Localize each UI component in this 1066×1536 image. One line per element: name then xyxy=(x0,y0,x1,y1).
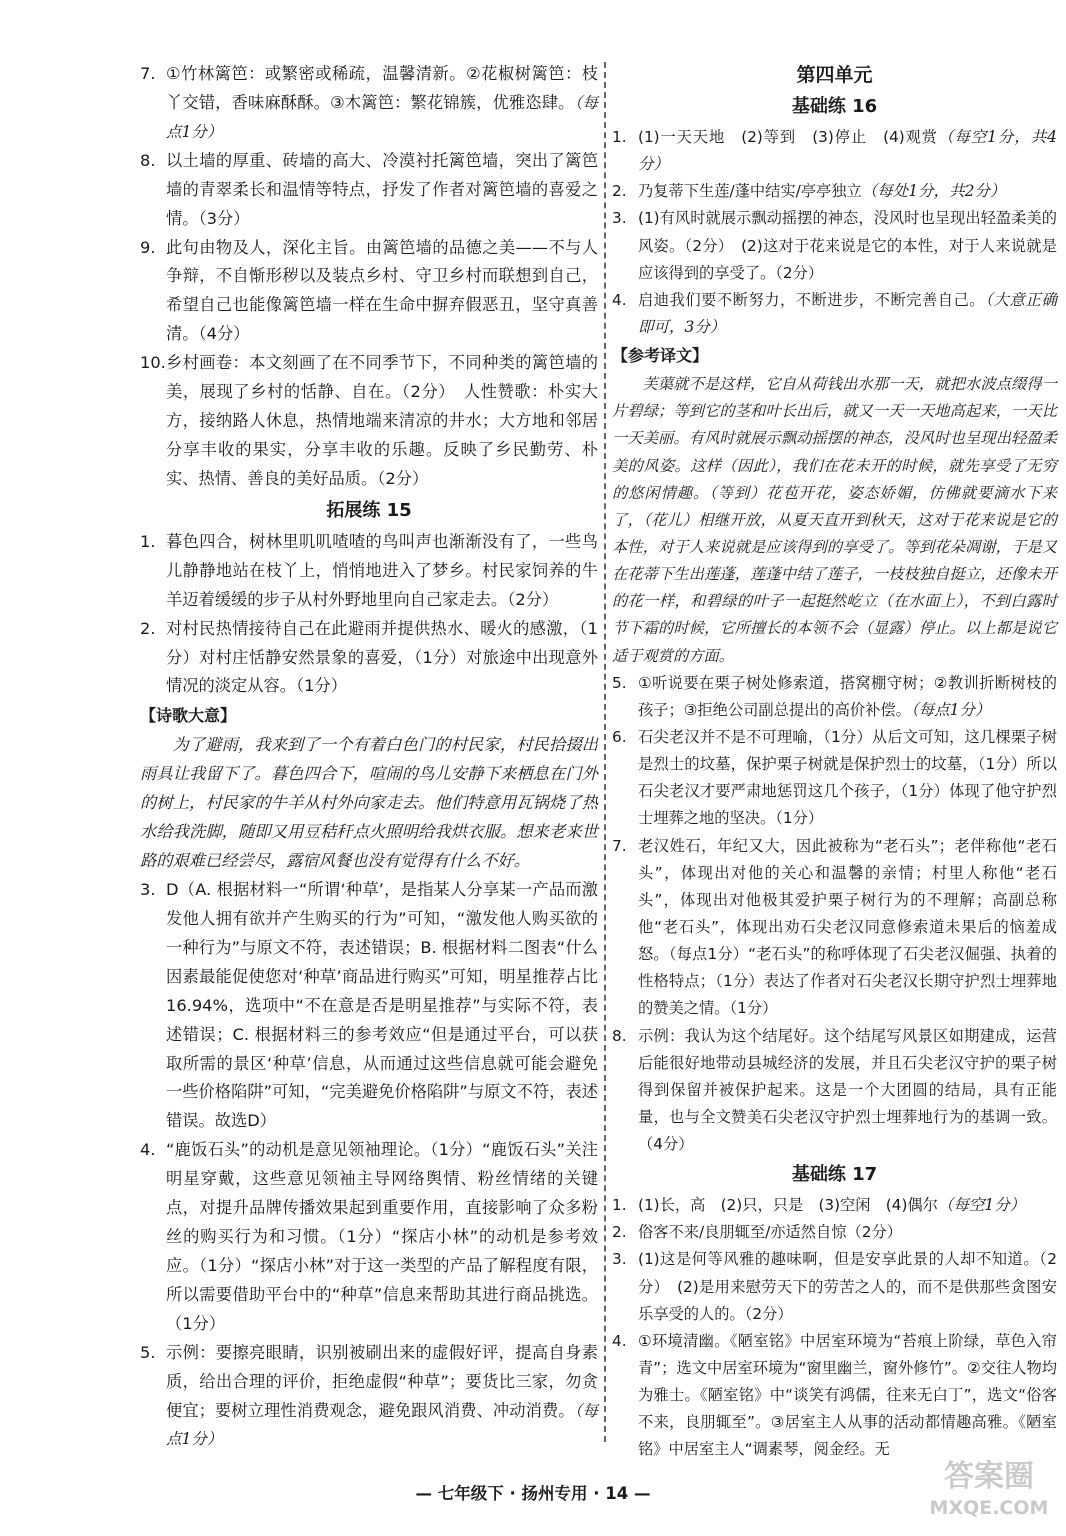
answer-number: 9. xyxy=(140,237,156,257)
answer-item xyxy=(140,1136,598,1338)
answer-number: 2. xyxy=(612,182,627,201)
answer-number: 1. xyxy=(140,531,156,551)
answer-text: ①竹林篱笆：或繁密或稀疏，温馨清新。②花椒树篱笆：枝丫交错，香味麻酥酥。③木篱笆：繁花锦簇，优雅恣肆。 xyxy=(166,64,598,112)
answer-number: 4. xyxy=(612,290,627,309)
answer-text: 老汉姓石，年纪又大，因此被称为“老石头”；老伴称他“老石头”，体现出对他的关心和温馨的亲情；村里人称他“老石头”，体现出对他极其爱护栗子树行为的不理解；高副总称他“老石头”，体现出劝石尖老汉同意修索道未果后的恼羞成怒。（每点1分）“老石头”的称呼体现了石尖老汉倔强、执着的性格特点；（1分）表达了作者对石尖老汉长期守护烈士埋葬地的赞美之情。（1分） xyxy=(638,836,1057,1018)
answer-item xyxy=(612,1192,1057,1219)
answer-text: 俗客不来/良朋辄至/亦适然自惊（2分） xyxy=(638,1223,902,1242)
answer-item xyxy=(612,670,1057,724)
watermark-line-2: MXQE.COM xyxy=(929,1497,1049,1519)
answer-item xyxy=(612,1328,1057,1464)
answer-list-left-b xyxy=(140,528,598,702)
answer-text: 此句由物及人，深化主旨。由篱笆墙的品德之美——不与人争辩，不自惭形秽以及装点乡村、守卫乡村而联想到自己，希望自己也能像篱笆墙一样在生命中摒弃假恶丑，坚守真善清。（4分） xyxy=(166,237,598,344)
reference-translation-tag: 【参考译文】 xyxy=(612,346,709,366)
answer-item xyxy=(612,833,1057,1023)
answer-number: 7. xyxy=(612,836,627,855)
answer-text: 启迪我们要不断努力，不断进步，不断完善自己。 xyxy=(638,290,986,309)
section-heading-jichu-17: 基础练 17 xyxy=(791,1164,878,1186)
answer-item xyxy=(140,615,598,702)
answer-item xyxy=(140,234,598,350)
answer-text: 乃复蒂下生莲/蓬中结实/亭亭独立 xyxy=(638,182,862,201)
answer-number: 8. xyxy=(612,1026,627,1045)
answer-list-right-b xyxy=(612,670,1057,1159)
column-divider xyxy=(604,62,606,1442)
answer-item xyxy=(140,876,598,1136)
answer-item xyxy=(612,205,1057,286)
score-note: （每点1分） xyxy=(166,93,598,141)
answer-number: 5. xyxy=(140,1342,156,1362)
answer-number: 7. xyxy=(140,64,156,83)
answer-number: 3. xyxy=(140,879,156,899)
score-note: （大意正确即可，3分） xyxy=(638,290,1057,336)
answer-text: (1)长，高 (2)只，只是 (3)空闲 (4)偶尔 xyxy=(638,1196,938,1215)
right-column xyxy=(612,60,1057,1464)
answer-list-left-a xyxy=(140,60,598,494)
poem-meaning-text: 为了避雨，我来到了一个有着白色门的村民家，村民拾掇出雨具让我留下了。暮色四合下，喧闹的鸟儿安静下来栖息在门外的树上，村民家的牛羊从村外向家走去。他们特意用瓦锅烧了热水给我洗脚，随即又用豆秸秆点火照明给我烘衣服。想来老来世路的艰难已经尝尽，露宿风餐也没有觉得有什么不好。 xyxy=(140,735,598,871)
answer-list-right-a xyxy=(612,124,1057,341)
answer-item xyxy=(612,287,1057,341)
answer-number: 3. xyxy=(612,1250,627,1269)
answer-text: 石尖老汉并不是不可理喻，（1分）从后文可知，这几棵栗子树是烈士的坟墓，保护栗子树就是保护烈士的坟墓，（1分）所以石尖老汉才要严肃地惩罚这几个孩子，（1分）体现了他守护烈士埋葬之地的坚决。（1分） xyxy=(638,727,1057,828)
answer-item xyxy=(612,1219,1057,1246)
unit-title: 第四单元 xyxy=(796,64,873,86)
poem-meaning-tag: 【诗歌大意】 xyxy=(140,706,237,726)
answer-text: ①听说要在栗子树处修索道，搭窝棚守树；②教训折断树枝的孩子；③拒绝公司副总提出的高价补偿。 xyxy=(638,673,1057,719)
answer-number: 10. xyxy=(140,353,166,373)
answer-text: (1)有风时就展示飘动摇摆的神态，没风时也呈现出轻盈柔美的风姿。（2分） (2)这对于花来说是它的本性，对于人来说就是应该得到的享受了。（2分） xyxy=(638,209,1057,282)
answer-item xyxy=(140,60,598,147)
answer-number: 1. xyxy=(612,1196,627,1215)
answer-text: 示例：要擦亮眼睛，识别被刷出来的虚假好评，提高自身素质，给出合理的评价，拒绝虚假“种草”；要货比三家，勿贪便宜；要树立理性消费观念，避免跟风消费、冲动消费。 xyxy=(166,1342,598,1420)
answer-text: 对村民热情接待自己在此避雨并提供热水、暖火的感激，（1分）对村庄恬静安然景象的喜爱，（1分）对旅途中出现意外情况的淡定从容。（1分） xyxy=(166,618,598,696)
answer-text: 示例：我认为这个结尾好。这个结尾写风景区如期建成，运营后能很好地带动县城经济的发展，并且石尖老汉守护的栗子树得到保留并被保护起来。这是一个大团圆的结局，具有正能量，也与全文赞美石尖老汉守护烈士埋葬地行为的基调一致。（4分） xyxy=(638,1026,1057,1154)
answer-number: 2. xyxy=(612,1223,627,1242)
answer-item xyxy=(612,1246,1057,1327)
answer-number: 1. xyxy=(612,128,627,146)
answer-item xyxy=(612,178,1057,205)
page-footer: — 七年级下 · 扬州专用 · 14 — xyxy=(415,1484,651,1503)
answer-item xyxy=(612,1023,1057,1159)
answer-item xyxy=(140,349,598,494)
answer-number: 2. xyxy=(140,618,156,638)
section-heading-jichu-16: 基础练 16 xyxy=(791,96,878,117)
answer-item xyxy=(612,724,1057,833)
score-note: （每处1分，共2分） xyxy=(861,182,1006,201)
answer-number: 5. xyxy=(612,673,627,692)
answer-text: (1)这是何等风雅的趣味啊，但是安享此景的人却不知道。（2分） (2)是用来慰劳天下的劳苦之人的，而不是供那些贪图安乐享受的人的。（2分） xyxy=(638,1250,1057,1323)
answer-text: D（A. 根据材料一“所谓‘种草’，是指某人分享某一产品而激发他人拥有欲并产生购买的行为”可知，“激发他人购买欲的一种行为”与原文不符，表述错误；B. 根据材料二图表“什么因素最能促使您对‘种草’商品进行购买”可知，明星推荐占比16.94%，选项中“不在意是否是明星推荐”与实际不符，表述错误；C. 根据材料三的参考效应“但是通过平台，可以获取所需的景区‘种草’信息，从而通过这些信息就可能会避免一些价格陷阱”可知，“完美避免价格陷阱”与原文不符，表述错误。故选D） xyxy=(166,879,598,1131)
answer-text: “鹿饭石头”的动机是意见领袖理论。（1分）“鹿饭石头”关注明星穿戴，这些意见领袖主导网络舆情、粉丝情绪的关键点，对提升品牌传播效果起到重要作用，直接影响了众多粉丝的购买行为和习惯。（1分）“探店小林”的动机是参考效应。（1分）“探店小林”对于这一类型的产品了解程度有限，所以需要借助平台中的“种草”信息来帮助其进行商品挑选。（1分） xyxy=(166,1140,598,1333)
answer-text: 以土墙的厚重、砖墙的高大、冷漠衬托篱笆墙，突出了篱笆墙的青翠柔长和温情等特点，抒发了作者对篱笆墙的喜爱之情。（3分） xyxy=(166,150,598,228)
score-note: （每空1分，共4分） xyxy=(638,128,1057,174)
answer-text: 暮色四合，树林里叽叽喳喳的鸟叫声也渐渐没有了，一些鸟儿静静地站在枝丫上，悄悄地进入了梦乡。村民家饲养的牛羊迈着缓缓的步子从村外野地里向自己家走去。（2分） xyxy=(166,531,598,609)
answer-item xyxy=(140,1339,598,1455)
reference-translation-text: 芙蕖就不是这样，它自从荷钱出水那一天，就把水波点缀得一片碧绿；等到它的茎和叶长出后，就又一天一天地高起来，一天比一天美丽。有风时就展示飘动摇摆的神态，没风时也呈现出轻盈柔美的风姿。这样（因此），我们在花未开的时候，就先享受了无穷的悠闲情趣。（等到）花苞开花，姿态娇媚，仿佛就要滴水下来了，（花儿）相继开放，从夏天直开到秋天，这对于花来说是它的本性，对于人来说就是应该得到的享受了。等到花朵凋谢，于是又在花蒂下生出莲蓬，莲蓬中结了莲子，一枝枝独自挺立，还像未开的花一样，和碧绿的叶子一起挺然屹立（在水面上），不到白露时节下霜的时候，它所擅长的本领不会（显露）停止。以上都是说它适于观赏的方面。 xyxy=(612,375,1057,665)
answer-number: 6. xyxy=(612,727,627,746)
score-note: （每空1分） xyxy=(937,1196,1026,1215)
answer-text: ①环境清幽。《陋室铭》中居室环境为“苔痕上阶绿，草色入帘青”；选文中居室环境为“窗里幽兰，窗外修竹”。②交往人物均为雅士。《陋室铭》中“谈笑有鸿儒，往来无白丁”，选文“俗客不来，良朋辄至”。③居室主人从事的活动都情趣高雅。《陋室铭》中居室主人“调素琴，阅金经。无 xyxy=(638,1331,1057,1459)
answer-number: 3. xyxy=(612,209,627,228)
section-heading-tuozhan-15: 拓展练 15 xyxy=(326,499,412,521)
answer-item xyxy=(140,147,598,234)
answer-item xyxy=(140,528,598,615)
answer-text: (1)一天天地 (2)等到 (3)停止 (4)观赏 xyxy=(638,128,938,146)
answer-number: 8. xyxy=(140,150,156,170)
answer-number: 4. xyxy=(612,1331,627,1350)
answer-list-left-c xyxy=(140,876,598,1454)
left-column xyxy=(140,60,598,1454)
answer-list-right-c xyxy=(612,1192,1057,1463)
score-note: （每点1分） xyxy=(166,1401,598,1449)
watermark-line-1: 答案圈 xyxy=(944,1459,1034,1494)
score-note: （每点1分） xyxy=(910,700,991,719)
answer-number: 4. xyxy=(140,1140,156,1160)
watermark-logo-icon xyxy=(928,1452,1050,1522)
answer-item xyxy=(612,124,1057,178)
answer-text: 乡村画卷：本文刻画了在不同季节下，不同种类的篱笆墙的美，展现了乡村的恬静、自在。（2分） 人性赞歌：朴实大方，接纳路人休息，热情地端来清凉的井水；大方地和邻居分享丰收的果实，分享丰收的乐趣。反映了乡民勤劳、朴实、热情、善良的美好品质。（2分） xyxy=(166,353,598,488)
